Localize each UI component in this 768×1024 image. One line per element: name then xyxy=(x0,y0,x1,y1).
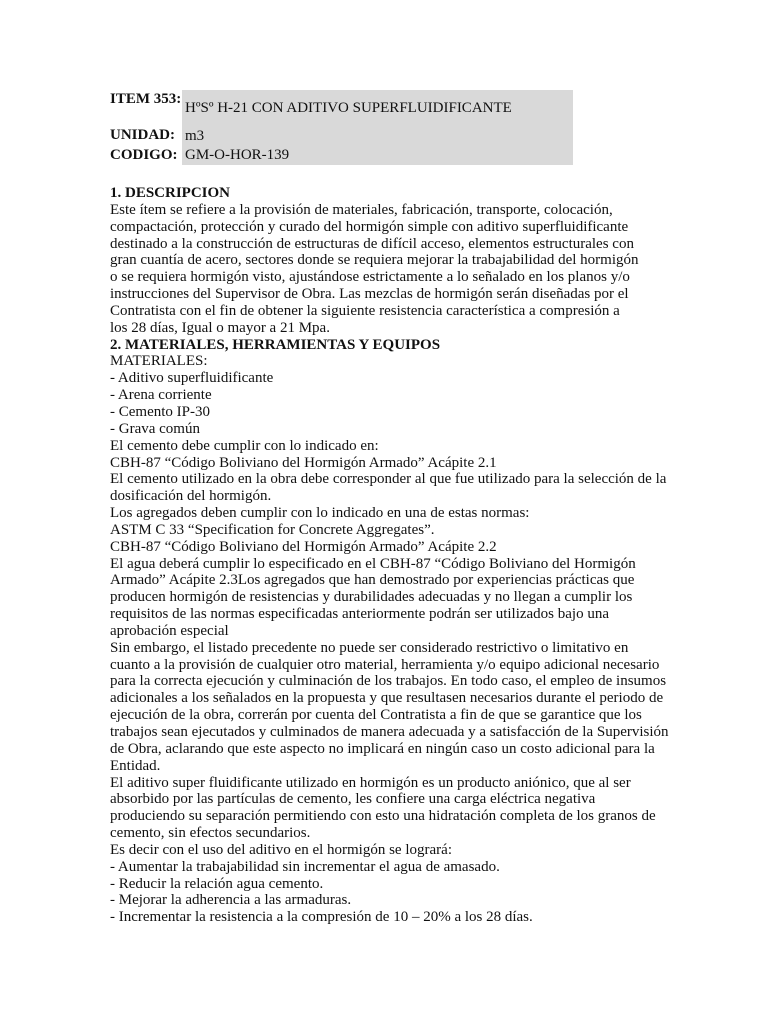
text-line: ejecución de la obra, correrán por cuenta del Contratista a fin de que se garantice que los xyxy=(110,707,642,724)
text-line: CBH-87 “Código Boliviano del Hormigón Armado” Acápite 2.1 xyxy=(110,454,497,471)
text-line: - Aditivo superfluidificante xyxy=(110,370,274,387)
text-line: El agua deberá cumplir lo especificado en el CBH-87 “Código Boliviano del Hormigón xyxy=(110,555,636,572)
section-descripcion-text xyxy=(110,202,690,337)
text-line: ASTM C 33 “Specification for Concrete Aggregates”. xyxy=(110,521,435,538)
text-line: de Obra, aclarando que este aspecto no implicará en ningún caso un costo adicional para la xyxy=(110,740,655,757)
text-line: adicionales a los señalados en la propuesta y que resultasen necesarios durante el periodo de xyxy=(110,690,664,707)
text-line: gran cuantía de acero, sectores donde se requiera mejorar la trabajabilidad del hormigón xyxy=(110,252,639,269)
text-line: produciendo su separación permitiendo con esto una hidratación completa de los granos de xyxy=(110,808,656,825)
section-heading-materiales: 2. MATERIALES, HERRAMIENTAS Y EQUIPOS xyxy=(110,336,441,353)
item-header-table xyxy=(110,90,573,165)
item-row xyxy=(110,90,573,126)
text-line: absorbido por las partículas de cemento, les confiere una carga eléctrica negativa xyxy=(110,791,596,808)
section-materiales-text xyxy=(110,353,690,926)
text-line: o se requiera hormigón visto, ajustándose estrictamente a lo señalado en los planos y/o xyxy=(110,269,630,286)
text-line: Sin embargo, el listado precedente no puede ser considerado restrictivo o limitativo en xyxy=(110,639,629,656)
text-line: los 28 días, Igual o mayor a 21 Mpa. xyxy=(110,319,330,336)
text-line: El cemento debe cumplir con lo indicado en: xyxy=(110,437,379,454)
codigo-label: CODIGO: xyxy=(110,147,178,163)
text-line: CBH-87 “Código Boliviano del Hormigón Armado” Acápite 2.2 xyxy=(110,538,497,555)
item-title: HºSº H-21 CON ADITIVO SUPERFLUIDIFICANTE xyxy=(182,90,573,126)
text-line: MATERIALES: xyxy=(110,353,208,370)
section-heading-descripcion: 1. DESCRIPCION xyxy=(110,185,231,201)
text-line: - Aumentar la trabajabilidad sin incrementar el agua de amasado. xyxy=(110,858,500,875)
text-line: Contratista con el fin de obtener la siguiente resistencia característica a compresión a xyxy=(110,302,620,319)
text-line: - Incrementar la resistencia a la compresión de 10 – 20% a los 28 días. xyxy=(110,909,533,926)
text-line: Los agregados deben cumplir con lo indicado en una de estas normas: xyxy=(110,505,530,522)
text-line: - Reducir la relación agua cemento. xyxy=(110,875,324,892)
text-line: cuanto a la provisión de cualquier otro material, herramienta y/o equipo adicional necesario xyxy=(110,656,660,673)
text-line: cemento, sin efectos secundarios. xyxy=(110,825,311,842)
text-line: Armado” Acápite 2.3Los agregados que han demostrado por experiencias prácticas que xyxy=(110,572,635,589)
unidad-label: UNIDAD: xyxy=(110,127,175,143)
text-line: - Grava común xyxy=(110,420,200,437)
unidad-row xyxy=(110,126,573,145)
text-line: compactación, protección y curado del hormigón simple con aditivo superfluidificante xyxy=(110,218,629,235)
text-line: destinado a la construcción de estructuras de difícil acceso, elementos estructurales con xyxy=(110,235,634,252)
text-line: aprobación especial xyxy=(110,622,229,639)
text-line: - Arena corriente xyxy=(110,387,212,404)
text-line: - Mejorar la adherencia a las armaduras. xyxy=(110,892,352,909)
text-line: trabajos sean ejecutados y culminados de manera adecuada y a satisfacción de la Supervisión xyxy=(110,724,669,740)
document-body xyxy=(110,185,690,926)
text-line: Este ítem se refiere a la provisión de materiales, fabricación, transporte, colocación, xyxy=(110,201,613,218)
unidad-value: m3 xyxy=(182,126,573,145)
text-line: dosificación del hormigón. xyxy=(110,488,272,505)
text-line: El aditivo super fluidificante utilizado en hormigón es un producto aniónico, que al ser xyxy=(110,774,631,791)
text-line: Entidad. xyxy=(110,757,161,774)
text-line: El cemento utilizado en la obra debe corresponder al que fue utilizado para la selección de la xyxy=(110,471,667,488)
codigo-row xyxy=(110,145,573,165)
codigo-value: GM-O-HOR-139 xyxy=(182,145,573,165)
text-line: requisitos de las normas especificadas anteriormente podrán ser utilizados bajo una xyxy=(110,606,609,623)
item-label: ITEM 353: xyxy=(110,91,182,107)
text-line: para la correcta ejecución y culminación de los trabajos. En todo caso, el empleo de insumos xyxy=(110,673,667,690)
text-line: producen hormigón de resistencias y durabilidades adecuadas y no llegan a cumplir los xyxy=(110,589,633,606)
text-line: instrucciones del Supervisor de Obra. Las mezclas de hormigón serán diseñadas por el xyxy=(110,286,629,303)
text-line: - Cemento IP-30 xyxy=(110,403,210,420)
text-line: Es decir con el uso del aditivo en el hormigón se logrará: xyxy=(110,841,452,858)
